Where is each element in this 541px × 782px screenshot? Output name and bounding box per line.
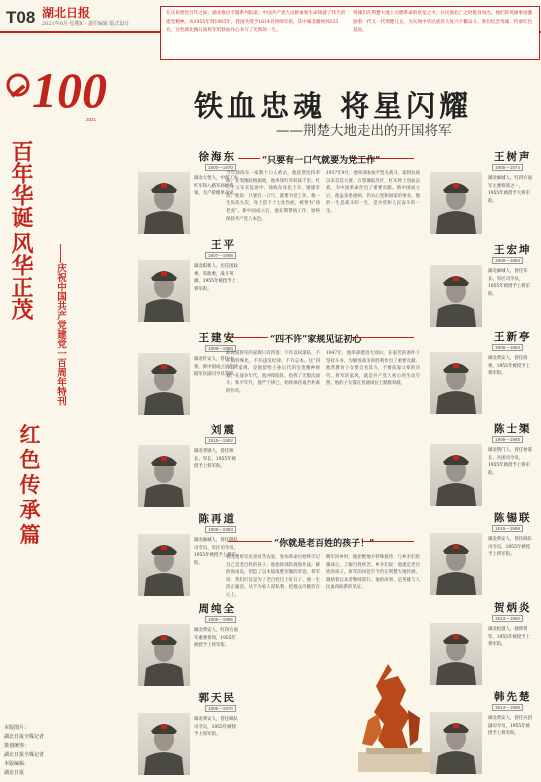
profile-years: 1908—1984 xyxy=(492,344,523,351)
portrait-photo xyxy=(138,445,190,507)
badge-year-start: 1921 xyxy=(48,117,59,122)
credit-line: 本版图片： xyxy=(4,725,30,731)
profile-card xyxy=(430,245,534,333)
profile-name: 郭天民 xyxy=(198,692,236,704)
intro-column-1: 在庆祝建党百年之际，湖北推出专题系列报道。中国共产党人以鲜血和生命铸就了伟大的建党精神。从1955年到1965年，我国共授予1614名将帅军衔，其中湖北籍将帅233名。这些湖北籍开国将军用铁血丹心书写了光辉的一生。 xyxy=(166,11,346,34)
credit-line: 湖北日报 xyxy=(4,770,25,776)
profile-years: 1913—1986 xyxy=(492,704,523,711)
paper-name: 湖北日报 xyxy=(42,6,91,20)
profile-card xyxy=(430,513,534,601)
portrait-photo xyxy=(138,534,190,596)
portrait-silhouette xyxy=(430,352,482,414)
section-body: 韩先楚将军出身贫苦农家，参加革命后始终牢记自己是老百姓的孩子。他指挥部队渡海作战，解放海南岛，创造了以木船战胜军舰的奇迹。将军说：我们打仗是为了老百姓过上好日子。他一生清正廉洁，从不为家人谋私利，把群众冷暖挂在心上。 xyxy=(226,555,320,598)
portrait-photo xyxy=(430,352,482,414)
party-emblem-icon xyxy=(8,75,28,98)
portrait-silhouette xyxy=(138,353,190,415)
profile-card xyxy=(430,332,534,420)
slogan-line-2: 风华正茂 xyxy=(8,232,34,320)
profile-card xyxy=(430,603,534,691)
profile-bio: 湖北麻城人，曾任纵队司令员、军区司令员，1955年被授予上将军衔。 xyxy=(194,538,238,566)
profile-bio: 湖北黄安人，曾任纵队司令员，1955年被授予上将军衔。 xyxy=(194,717,238,738)
profile-years: 1900—1970 xyxy=(205,164,236,171)
profile-bio: 湖北阳新人，历任团政委、军政委，战斗英雄，1955年被授予上将军衔。 xyxy=(194,264,238,292)
series-label: 红色传承篇 xyxy=(19,422,41,547)
profile-name: 王宏坤 xyxy=(494,244,532,256)
portrait-photo xyxy=(138,260,190,322)
credit-line: 湖北日报全媒记者 xyxy=(4,752,45,758)
section-heading: “四不许”家规见证初心 xyxy=(270,335,362,345)
profile-name: 陈再道 xyxy=(198,513,236,525)
profile-years: 1908—1980 xyxy=(205,345,236,352)
badge-number: 100 xyxy=(32,62,107,118)
profile-bio: 湖北麻城人，红四方面军主要将领之一，1955年被授予大将军衔。 xyxy=(488,176,532,204)
profile-bio: 湖北黄安人，曾任纵队司令员，1955年被授予上将军衔。 xyxy=(488,537,532,558)
profile-bio: 湖北大悟人，中国工农红军和八路军高级将领，无产阶级革命家。 xyxy=(194,176,238,197)
profile-name: 徐海东 xyxy=(198,151,236,163)
portrait-silhouette xyxy=(430,172,482,234)
profile-name: 韩先楚 xyxy=(494,691,532,703)
portrait-photo xyxy=(138,713,190,775)
credit-line: 湖北日报全媒记者 xyxy=(4,734,45,740)
profile-years: 1915—1992 xyxy=(205,437,236,444)
profile-years: 1913—1960 xyxy=(492,615,523,622)
sculpture-illustration xyxy=(348,660,440,778)
profile-name: 王建安 xyxy=(198,332,236,344)
profile-name: 陈士榘 xyxy=(494,423,532,435)
portrait-photo xyxy=(430,533,482,595)
special-edition-label: ——庆祝中国共产党建党一百周年特刊 xyxy=(55,244,66,406)
section-rule xyxy=(238,158,260,159)
portrait-photo xyxy=(138,624,190,686)
section-body: 1937年9月，他率部参加平型关战斗，取得抗战以来首次大捷。在鄂豫皖苏区，红军将士浴血奋战，为中国革命作出了重要贡献。新中国成立后，他虽身患重病，仍关心党和国家的事业。他的一生是战斗的一生，是为党和人民奋斗的一生。 xyxy=(326,171,420,214)
credit-line: 本版编辑： xyxy=(4,761,30,767)
profile-name: 王新亭 xyxy=(494,331,532,343)
portrait-photo xyxy=(430,444,482,506)
portrait-photo xyxy=(430,172,482,234)
profile-card xyxy=(430,424,534,512)
profile-name: 周纯全 xyxy=(198,603,236,615)
profile-card xyxy=(430,692,534,780)
profile-years: 1915—1999 xyxy=(492,525,523,532)
date-line: 2021年6月·星期X · 责任编辑 版式设计 xyxy=(42,21,130,27)
section-heading: “你就是老百姓的孩子！” xyxy=(274,539,375,549)
profile-card xyxy=(430,152,534,240)
profile-years: 1907—1998 xyxy=(205,252,236,259)
profile-years: 1905—1974 xyxy=(492,164,523,171)
profile-name: 王平 xyxy=(211,239,236,251)
portrait-silhouette xyxy=(430,444,482,506)
credit-line: 策划统筹： xyxy=(4,743,30,749)
profile-years: 1909—1995 xyxy=(492,436,523,443)
badge-year-end: 2021 xyxy=(86,117,97,122)
profile-bio: 湖北松滋人，独臂将军，1955年被授予上将军衔。 xyxy=(488,627,530,648)
portrait-silhouette xyxy=(138,713,190,775)
portrait-photo xyxy=(138,172,190,234)
intro-column-2: 英雄们在荆楚大地上点燃革命的星星之火，在民族危亡之时挺身而出。他们的英雄事迹激励着一代又一代荆楚儿女，为实现中华民族伟大复兴不懈奋斗。我们纪念英雄，传承红色基因。 xyxy=(353,11,533,34)
section-heading: “只要有一口气就要为党工作” xyxy=(262,156,381,166)
main-title: 铁血忠魂 将星闪耀 xyxy=(194,89,473,123)
profile-name: 刘震 xyxy=(211,424,236,436)
profile-bio: 湖北荆门人，曾任参谋长、兵团司令员，1955年被授予上将军衔。 xyxy=(488,448,532,476)
profile-years: 1909—1993 xyxy=(492,257,523,264)
portrait-photo xyxy=(138,353,190,415)
profile-name: 贺炳炎 xyxy=(494,602,532,614)
credits-block xyxy=(4,724,56,778)
section-body: 当年徐海东一家数十口人被杀，他依然坚持革命。在鄂豫皖根据地，他率领红军转战千里。红二十五军长征途中，徐海东身先士卒，屡建奇功。他说：只要有一口气，就要为党工作。他一生负伤九次，身上留下十七处伤疤，被誉为“徐老虎”。新中国成立后，他长期带病工作，始终保持共产党人本色。 xyxy=(226,171,320,222)
portrait-photo xyxy=(430,265,482,327)
portrait-silhouette xyxy=(138,445,190,507)
sub-title: ——荆楚大地走出的开国将军 xyxy=(276,123,452,139)
portrait-silhouette xyxy=(138,534,190,596)
profile-years: 1905—1985 xyxy=(205,616,236,623)
profile-bio: 湖北黄安人，红四方面军重要将领，1955年被授予上将军衔。 xyxy=(194,628,238,649)
profile-bio: 湖北孝感人，曾任师长、军长，1955年被授予上将军衔。 xyxy=(194,449,236,470)
portrait-silhouette xyxy=(138,172,190,234)
portrait-silhouette xyxy=(430,265,482,327)
profile-years: 1905—1970 xyxy=(205,705,236,712)
intro-box xyxy=(160,6,540,60)
profile-name: 王树声 xyxy=(494,151,532,163)
section-body: 晚年回乡时，他拒绝地方特殊接待，与乡亲们促膝谈心，了解百姓疾苦。乡亲们说：他就是老百姓的孩子。将军的风范至今仍在荆楚大地传颂，激励着后来者继续前行。他的故事，是英雄与人民血肉联系的见证。 xyxy=(326,555,420,591)
portrait-silhouette xyxy=(138,260,190,322)
profile-bio: 湖北麻城人，曾任军长、军区司令员，1955年被授予上将军衔。 xyxy=(488,269,530,297)
centenary-badge xyxy=(2,55,122,133)
profile-years: 1909—1993 xyxy=(205,526,236,533)
profile-bio: 湖北红安人，曾任中将，新中国成立后任沈阳军区副司令员等职。 xyxy=(194,357,238,378)
section-rule xyxy=(228,541,272,542)
portrait-silhouette xyxy=(138,624,190,686)
portrait-silhouette xyxy=(430,533,482,595)
section-rule xyxy=(228,337,268,338)
profile-bio: 湖北黄安人，曾任兵团副司令员，1955年被授予上将军衔。 xyxy=(488,716,532,737)
section-body: 1947年，他率部挺进大别山，在艰苦的条件下坚持斗争，为解放战争的胜利作出了重要贡献。他常教育子女要自食其力，不要依靠父辈的功劳。将军的家风，就是共产党人初心的生动写照。他的子女都在普通岗位上默默奉献。 xyxy=(326,351,420,387)
section-body: 陈再道将军的家规只有四条：不许以权谋私、不许搞特殊化、不许违反纪律、不许忘本。这“四不许”家规，是他留给子孙后代的宝贵精神财富。在战争年代，他冲锋陷阵，指挥了无数次战斗；和平年代，他严于律己，始终保持艰苦朴素的作风。 xyxy=(226,351,320,394)
slogan-line-1: 百年华诞 xyxy=(8,140,34,228)
profile-bio: 湖北黄安人，曾任政委，1955年被授予上将军衔。 xyxy=(488,356,530,377)
profile-name: 陈锡联 xyxy=(494,512,532,524)
page-number: T08 xyxy=(6,8,36,27)
